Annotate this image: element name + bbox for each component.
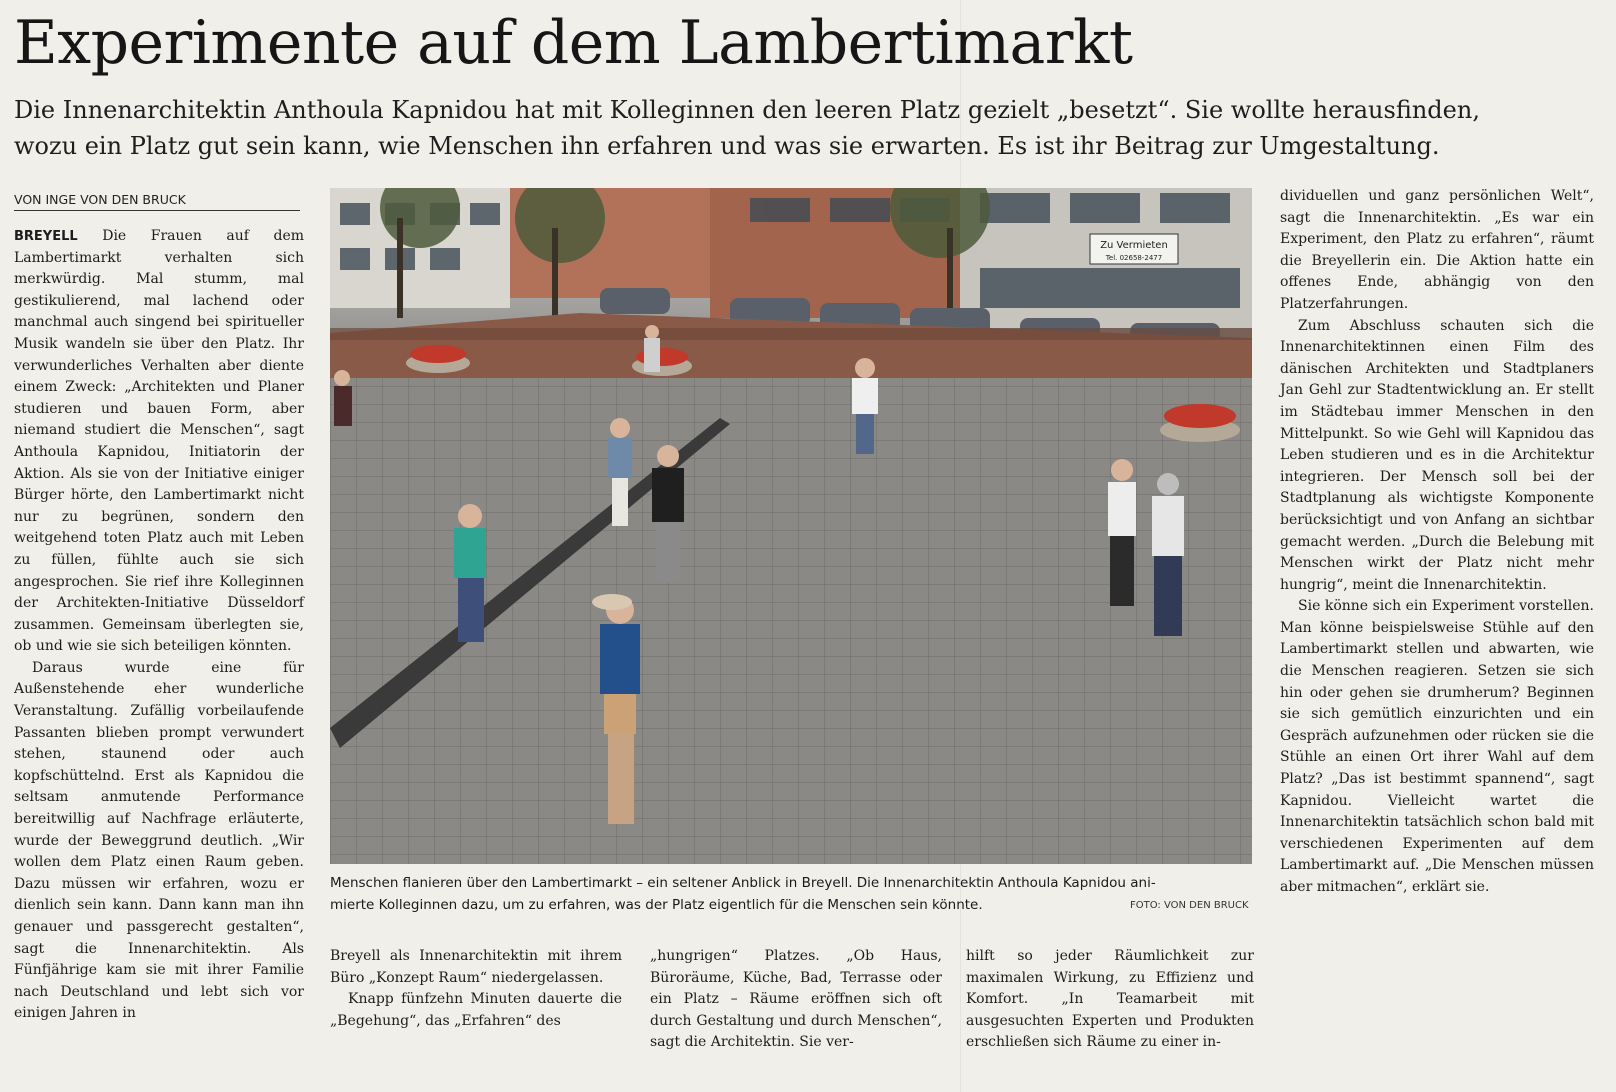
paragraph: Sie könne sich ein Experiment vorstellen. Man könne beispielsweise Stühle auf den Lambertimarkt stellen und abwarten, wie die Menschen reagieren. Setzen sie sich hin oder gehen sie drumherum? Beginnen sie sich gemütlich einzurichten und ein Gespräch aufzunehmen oder rücken sie die Stühle an einen Ort ihrer Wahl auf dem Platz? „Das ist bestimmt spannend“, sagt Kapnidou. Vielleicht wartet die Innenarchitektin tatsächlich schon bald mit verschiedenen Experimenten auf dem Lambertimarkt auf. „Die Menschen müssen aber mitmachen“, erklärt sie. (1280, 598, 1594, 895)
paragraph: hilft so jeder Räumlichkeit zur maximalen Wirkung, zu Effizienz und Komfort. „In Teamarbeit mit ausgesuchten Experten und Produkten erschließen sich Räume zu einer in- (966, 948, 1254, 1051)
paragraph: Zum Abschluss schauten sich die Innenarchitektinnen einen Film des dänischen Architekten und Stadtplaners Jan Gehl zur Stadtentwicklung an. Er stellt im Städtebau immer Menschen in den Mittelpunkt. So wie Gehl will Kapnidou das Leben studieren und es in die Architektur integrieren. Der Mensch soll bei der Stadtplanung als wichtigste Komponente berücksichtigt und von Anfang an sichtbar gemacht werden. „Durch die Belebung mit Menschen wirkt der Platz nicht mehr hungrig“, meint die Innenarchitektin. (1280, 317, 1594, 593)
paragraph: Daraus wurde eine für Außenstehende eher wunderliche Veranstaltung. Zufällig vorbeilaufende Passanten blieben prompt verwundert stehen, staunend oder auch kopfschüttelnd. Erst als Kapnidou die seltsam anmutende Performance bereitwillig auf Nachfrage erläuterte, wurde der Beweggrund deutlich. „Wir wollen dem Platz einen Raum geben. Dazu müssen wir erfahren, wozu er dienlich sein kann. Dann kann man ihn genauer und passgerecht gestalten“, sagt die Innenarchitektin. Als Fünfjährige kam sie mit ihrer Familie nach Deutschland und lebt sich vor einigen Jahren in (14, 659, 304, 1022)
article-column-3 (650, 946, 942, 1054)
subhead-line-1: Die Innenarchitektin Anthoula Kapnidou hat mit Kolleginnen den leeren Platz gezielt „besetzt“. Sie wollte herausfinden, (14, 96, 1480, 124)
headline: Experimente auf dem Lambertimarkt (14, 8, 1133, 78)
dateline: BREYELL (14, 229, 78, 244)
paragraph (14, 226, 304, 658)
paragraph: Knapp fünfzehn Minuten dauerte die „Begehung“, das „Erfahren“ des (330, 991, 622, 1029)
paragraph: „hungrigen“ Platzes. „Ob Haus, Büroräume, Küche, Bad, Terrasse oder ein Platz – Räume eröffnen sich oft durch Gestaltung und durch Menschen“, sagt die Architektin. Sie ver- (650, 948, 942, 1051)
paragraph-text: Die Frauen auf dem Lambertimarkt verhalten sich merkwürdig. Mal stumm, mal gestikulierend, mal lachend oder manchmal auch singend bei spiritueller Musik wandeln sie über den Platz. Ihr verwunderliches Verhalten aber diente einem Zweck: „Architekten und Planer studieren und bauen Form, aber niemand studiert die Menschen“, sagt Anthoula Kapnidou, Initiatorin der Aktion. Als sie von der Initiative einiger Bürger hörte, den Lambertimarkt nicht nur zu begrünen, sondern den weitgehend toten Platz auch mit Leben zu füllen, fühlte auch sie sich angesprochen. Sie rief ihre Kolleginnen der Architekten-Initiative Düsseldorf zusammen. Gemeinsam überlegten sie, ob und wie sie sich beteiligen könnten. (14, 228, 305, 655)
paragraph: Breyell als Innenarchitektin mit ihrem Büro „Konzept Raum“ niedergelassen. (330, 948, 622, 986)
subheadline (14, 92, 1604, 164)
photo-caption (330, 872, 1252, 916)
article-column-right (1280, 186, 1594, 899)
article-photo (330, 188, 1252, 864)
sign-text-2: Tel. 02658-2477 (1105, 254, 1163, 262)
subhead-line-2: wozu ein Platz gut sein kann, wie Menschen ihn erfahren und was sie erwarten. Es ist ihr Beitrag zur Umgestaltung. (14, 132, 1440, 160)
paragraph: dividuellen und ganz persönlichen Welt“, sagt die Innenarchitektin. „Es war ein Experiment, den Platz zu erfahren“, räumt die Breyellerin ein. Die Aktion hatte ein offenes Ende, abhängig von den Platzerfahrungen. (1280, 188, 1594, 312)
byline: VON INGE VON DEN BRUCK (14, 192, 300, 211)
sign-text-1: Zu Vermieten (1100, 240, 1168, 251)
article-column-1 (14, 226, 304, 1025)
article-column-2 (330, 946, 622, 1032)
article-column-4 (966, 946, 1254, 1054)
caption-line-1: Menschen flanieren über den Lambertimarkt – ein seltener Anblick in Breyell. Die Innenarchitektin Anthoula Kapnidou ani- (330, 875, 1156, 891)
photo-credit: FOTO: VON DEN BRUCK (1130, 900, 1249, 911)
caption-line-2: mierte Kolleginnen dazu, um zu erfahren, was der Platz eigentlich für die Menschen sein könnte. (330, 897, 983, 913)
